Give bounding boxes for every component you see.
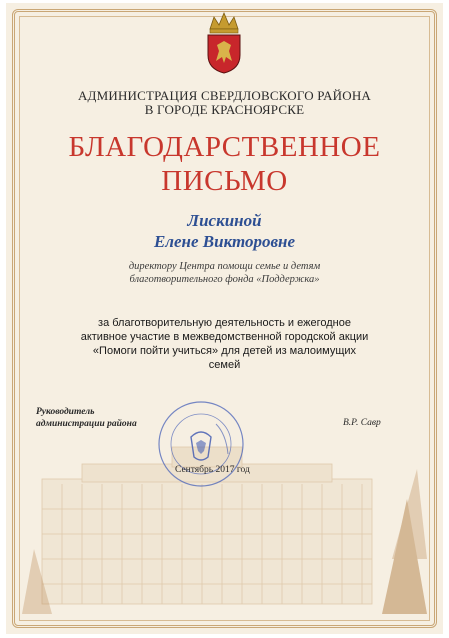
- signatory-title-line-2: администрации района: [36, 419, 137, 429]
- agency-line-1: АДМИНИСТРАЦИЯ СВЕРДЛОВСКОГО РАЙОНА: [77, 88, 372, 103]
- issuing-agency: [6, 89, 443, 117]
- certificate-page: [6, 3, 443, 634]
- position-line-2: благотворительного фонда «Поддержка»: [129, 274, 320, 285]
- title-line-2: ПИСЬМО: [161, 165, 288, 197]
- body-line-3: «Помоги пойти учиться» для детей из малоимущих: [92, 345, 357, 357]
- official-seal-stamp: [156, 399, 246, 489]
- agency-line-2: В ГОРОДЕ КРАСНОЯРСКЕ: [144, 102, 305, 117]
- recipient-position: [6, 260, 443, 286]
- body-line-4: семей: [208, 359, 241, 371]
- signatory-name: В.Р. Савр: [343, 418, 381, 428]
- recipient-first-name: Елене Викторовне: [153, 232, 296, 251]
- gratitude-text: [46, 316, 403, 372]
- signatory-title: [36, 406, 137, 430]
- signatory-title-line-1: Руководитель: [36, 407, 95, 417]
- coat-of-arms-icon: [204, 11, 244, 75]
- title-line-1: БЛАГОДАРСТВЕННОЕ: [68, 131, 381, 163]
- recipient-name: [6, 210, 443, 252]
- document-title: [6, 130, 443, 198]
- recipient-surname: Лискиной: [187, 211, 262, 230]
- position-line-1: директору Центра помощи семье и детям: [128, 261, 321, 272]
- issue-date: Сентябрь 2017 год: [175, 465, 250, 475]
- body-line-1: за благотворительную деятельность и ежегодное: [98, 317, 351, 329]
- body-line-2: активное участие в межведомственной городской акции: [80, 331, 369, 343]
